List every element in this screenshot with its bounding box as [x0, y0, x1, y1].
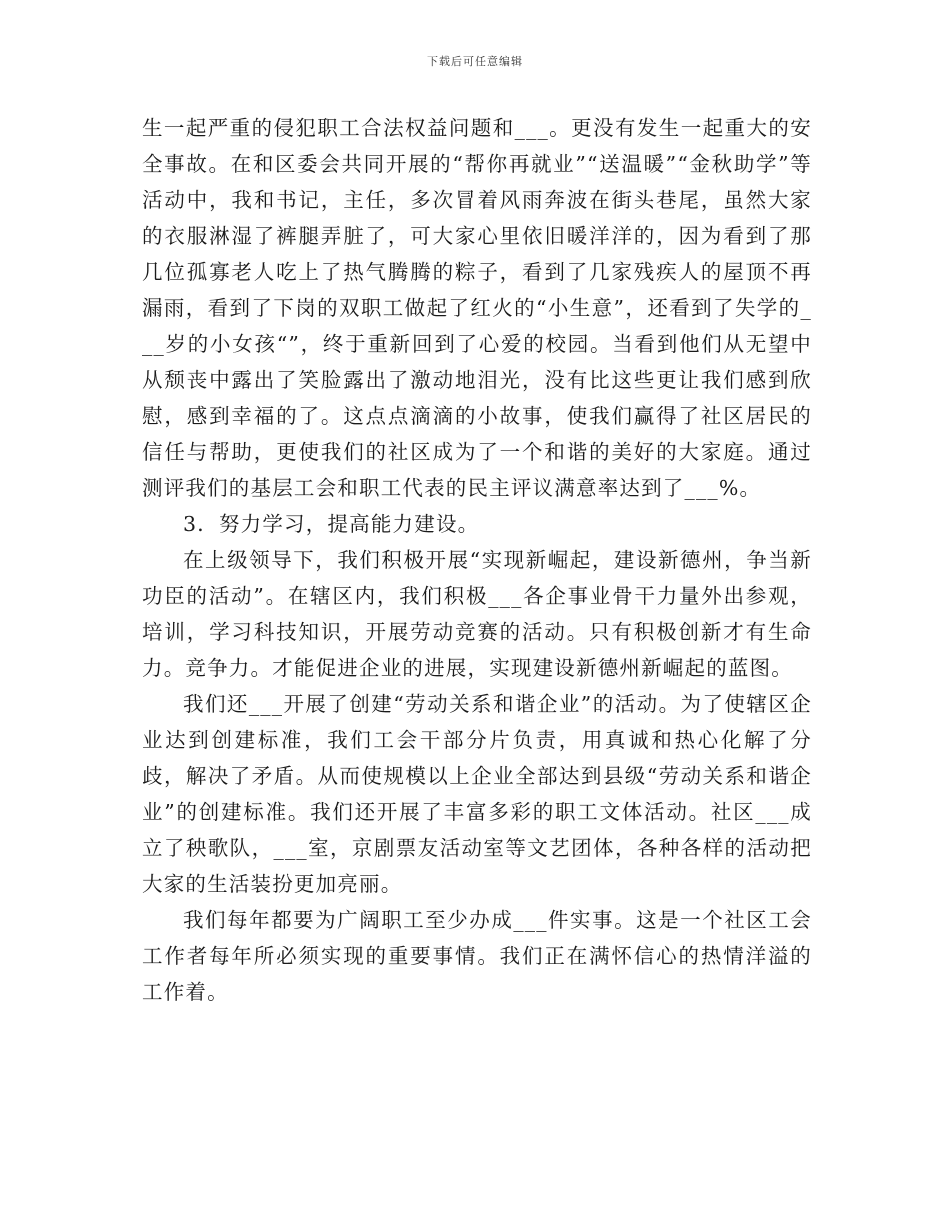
page-header: 下载后可任意编辑: [427, 55, 523, 68]
document-body: [142, 110, 812, 1010]
section-heading: 3．努力学习，提高能力建设。: [183, 512, 480, 536]
paragraph-continued: 生一起严重的侵犯职工合法权益问题和___。更没有发生一起重大的安全事故。在和区委会共同开展的“帮你再就业”“送温暖”“金秋助学”等活动中，我和书记，主任，多次冒着风雨奔波在街头巷尾，虽然大家的衣服淋湿了裤腿弄脏了，可大家心里依旧暖洋洋的，因为看到了那几位孤寡老人吃上了热气腾腾的粽子，看到了几家残疾人的屋顶不再漏雨，看到了下岗的双职工做起了红火的“小生意”，还看到了失学的___岁的小女孩“”，终于重新回到了心爱的校园。当看到他们从无望中从颓丧中露出了笑脸露出了激动地泪光，没有比这些更让我们感到欣慰，感到幸福的了。这点点滴滴的小故事，使我们赢得了社区居民的信任与帮助，更使我们的社区成为了一个和谐的美好的大家庭。通过测评我们的基层工会和职工代表的民主评议满意率达到了___%。: [142, 116, 812, 500]
paragraph-harmony: 我们还___开展了创建“劳动关系和谐企业”的活动。为了使辖区企业达到创建标准，我们工会干部分片负责，用真诚和热心化解了分歧，解决了矛盾。从而使规模以上企业全部达到县级“劳动关系和谐企业”的创建标准。我们还开展了丰富多彩的职工文体活动。社区___成立了秧歌队，___室，京剧票友活动室等文艺团体，各种各样的活动把大家的生活装扮更加亮丽。: [142, 692, 812, 896]
paragraph-activities: 在上级领导下，我们积极开展“实现新崛起，建设新德州，争当新功臣的活动”。在辖区内，我们积极___各企事业骨干力量外出参观，培训，学习科技知识，开展劳动竞赛的活动。只有积极创新才有生命力。竞争力。才能促进企业的进展，实现建设新德州新崛起的蓝图。: [142, 548, 812, 680]
paragraph-practical-matters: 我们每年都要为广阔职工至少办成___件实事。这是一个社区工会工作者每年所必须实现的重要事情。我们正在满怀信心的热情洋溢的工作着。: [142, 908, 812, 1004]
